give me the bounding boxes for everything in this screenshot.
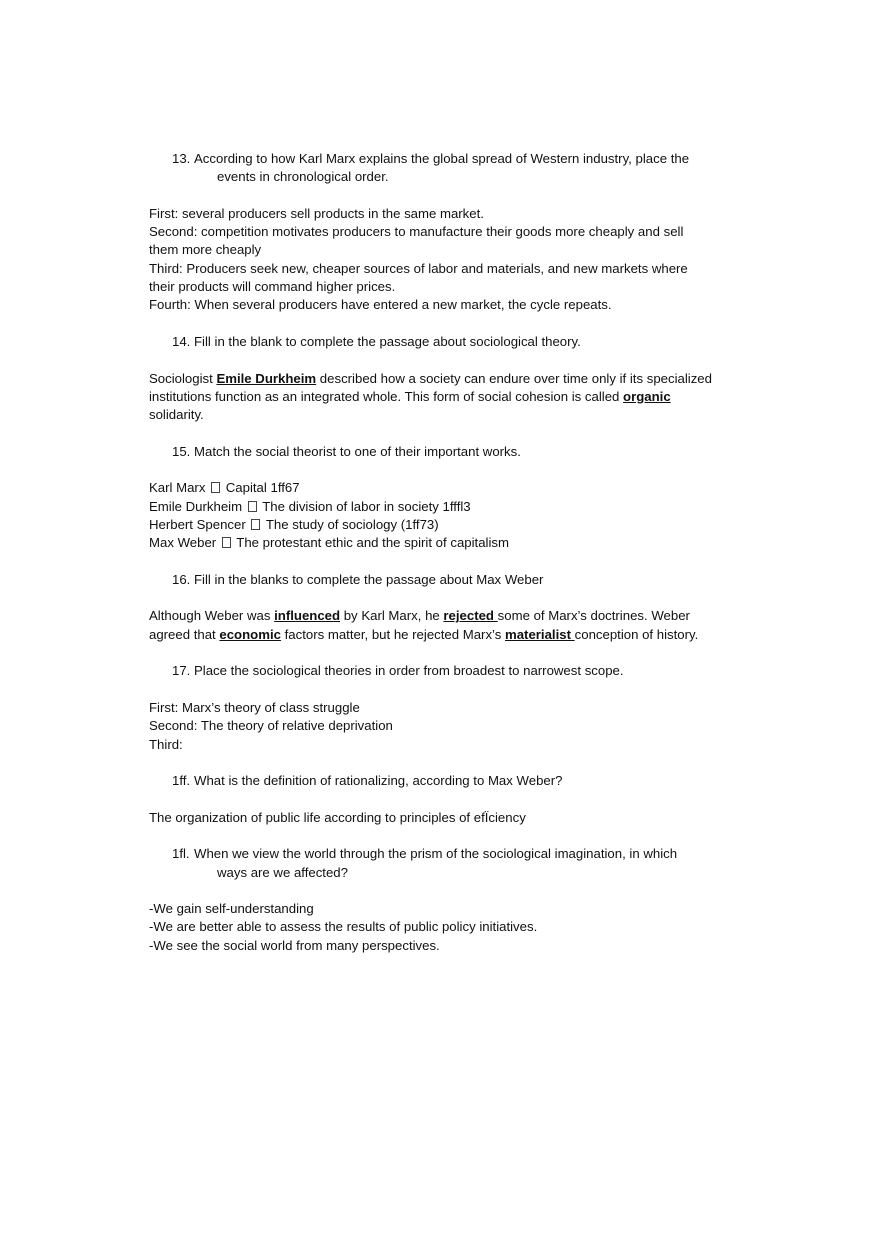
work: Capital 1ff67: [225, 480, 300, 496]
blank-answer: rejected: [443, 608, 498, 624]
text-run: by Karl Marx, he: [340, 608, 444, 624]
question-text: [194, 845, 739, 882]
theorist: Karl Marx: [149, 480, 206, 496]
answer-line: Second: competition motivates producers to manufacture their goods more cheaply and sell: [149, 224, 684, 240]
blank-answer: influenced: [274, 608, 341, 624]
answer-paragraph: [149, 370, 739, 388]
answer-line: Third:: [149, 736, 183, 752]
match-pair: [149, 479, 739, 497]
question-16: [172, 571, 739, 589]
document-content: [149, 150, 739, 955]
text-run: factors matter, but he rejected Marx’s: [280, 626, 505, 642]
question-19: [172, 845, 739, 882]
question-text: Fill in the blank to complete the passage about sociological theory.: [194, 333, 581, 349]
blank-answer: economic: [219, 626, 281, 642]
question-number: 16.: [172, 571, 191, 587]
arrow-icon: [248, 501, 257, 512]
answer-line: solidarity.: [149, 407, 204, 423]
question-number: 17.: [172, 663, 191, 679]
blank-answer: materialist: [505, 626, 575, 642]
theorist: Max Weber: [149, 535, 217, 551]
question-number: 14.: [172, 333, 191, 349]
question-number: 1fl.: [172, 846, 190, 862]
text-run: Although Weber was: [149, 608, 275, 624]
question-text: Place the sociological theories in order from broadest to narrowest scope.: [194, 663, 624, 679]
answer-line: Fourth: When several producers have entered a new market, the cycle repeats.: [149, 297, 612, 313]
work: The study of sociology (1ff73): [265, 516, 439, 532]
text-run: institutions function as an integrated whole. This form of social cohesion is called: [149, 388, 624, 404]
question-18: [172, 772, 739, 790]
arrow-icon: [211, 482, 220, 493]
text-run: conception of history.: [574, 626, 699, 642]
question-line: ways are we affected?: [217, 864, 348, 880]
question-number: 13.: [172, 151, 191, 166]
question-number: 15.: [172, 443, 191, 459]
answer-line: The organization of public life according to principles of efÏciency: [149, 809, 526, 825]
question-number: 1ff.: [172, 773, 191, 789]
answer-line: them more cheaply: [149, 242, 262, 258]
theorist: Emile Durkheim: [149, 498, 243, 514]
answer-line: First: Marx’s theory of class struggle: [149, 699, 360, 715]
answer-line: their products will command higher prices.: [149, 279, 396, 295]
answer-paragraph: [149, 626, 739, 644]
answer-line: First: several producers sell products in the same market.: [149, 205, 484, 221]
work: The division of labor in society 1fffl3: [262, 498, 471, 514]
text-run: agreed that: [149, 626, 220, 642]
question-text: What is the definition of rationalizing, according to Max Weber?: [194, 773, 563, 789]
text-run: described how a society can endure over time only if its specialized: [316, 370, 712, 386]
match-pair: [149, 534, 739, 552]
match-pair: [149, 516, 739, 534]
answer-line: Third: Producers seek new, cheaper sources of labor and materials, and new markets where: [149, 260, 688, 276]
work: The protestant ethic and the spirit of capitalism: [236, 535, 509, 551]
theorist: Herbert Spencer: [149, 516, 246, 532]
question-line: events in chronological order.: [217, 169, 389, 185]
answer-line: -We gain self-understanding: [149, 901, 314, 917]
question-text: [194, 150, 739, 187]
match-pair: [149, 498, 739, 516]
text-run: Sociologist: [149, 370, 217, 386]
arrow-icon: [222, 537, 231, 548]
arrow-icon: [251, 519, 260, 530]
answer-line: -We are better able to assess the results of public policy initiatives.: [149, 919, 538, 935]
question-14: [172, 333, 739, 351]
blank-answer: organic: [623, 388, 671, 404]
question-text: Fill in the blanks to complete the passage about Max Weber: [194, 571, 544, 587]
answer-paragraph: [149, 607, 739, 625]
answer-paragraph: [149, 388, 739, 406]
question-text: Match the social theorist to one of their important works.: [194, 443, 521, 459]
question-line: According to how Karl Marx explains the global spread of Western industry, place the: [194, 151, 690, 166]
text-run: some of Marx’s doctrines. Weber: [497, 608, 690, 624]
blank-answer: Emile Durkheim: [216, 370, 317, 386]
question-line: When we view the world through the prism of the sociological imagination, in which: [194, 846, 678, 862]
answer-line: Second: The theory of relative deprivation: [149, 718, 393, 734]
question-13: [172, 150, 739, 187]
question-17: [172, 662, 739, 680]
answer-line: -We see the social world from many perspectives.: [149, 937, 440, 953]
question-15: [172, 443, 739, 461]
